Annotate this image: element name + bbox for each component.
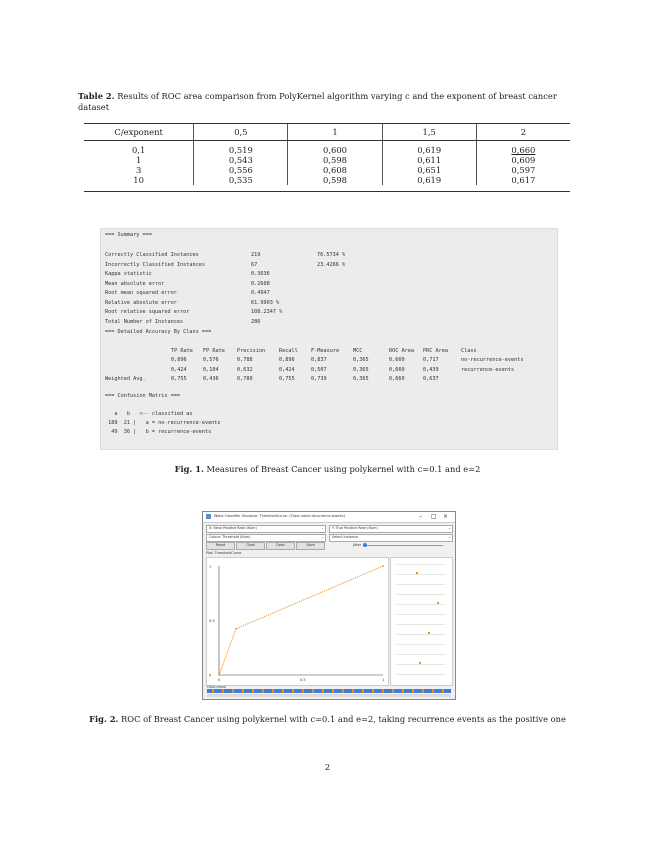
detail-column-header: Precision — [237, 348, 266, 354]
detail-cell: 0,104 — [203, 366, 219, 373]
table-cell: 0,611 — [382, 155, 476, 165]
summary-value: 286 — [251, 318, 261, 325]
detail-cell: 0,637 — [423, 376, 439, 382]
detail-cell: 0,507 — [311, 366, 327, 373]
confusion-line: a b <-- classified as — [105, 411, 193, 417]
table-header: 0,5 — [194, 124, 288, 141]
roc-point — [235, 628, 237, 630]
button-row — [206, 542, 324, 549]
table-cell: 10 — [133, 175, 144, 185]
table-cell: 0,597 — [476, 165, 570, 175]
y-tick-label: 0 — [209, 673, 212, 678]
legend-divider — [397, 654, 445, 655]
legend-divider — [397, 564, 445, 565]
x-tick-label: 0 — [218, 678, 221, 682]
summary-label: Mean absolute error — [105, 280, 165, 287]
window-titlebar — [203, 512, 455, 523]
summary-value: 0.3636 — [251, 271, 270, 277]
legend-divider — [397, 644, 445, 645]
detail-header: === Detailed Accuracy By Class === — [105, 329, 212, 335]
save-button[interactable]: Save — [296, 542, 325, 550]
colour-select-value: Colour: Threshold (Num) — [209, 535, 251, 539]
results-table — [84, 123, 570, 185]
detail-cell: 0,788 — [237, 357, 253, 363]
jitter-slider-handle[interactable] — [363, 543, 367, 547]
fig1-text: Measures of Breast Cancer using polykernel with c=0.1 and e=2 — [206, 464, 481, 474]
summary-label: Relative absolute error — [105, 299, 177, 306]
table-header-row — [84, 124, 570, 141]
y-tick-label: 1 — [209, 564, 212, 569]
table-header: 1 — [288, 124, 382, 141]
confusion-line: 49 36 | b = recurrence-events — [105, 429, 212, 435]
table-cell: 0,660 — [476, 141, 570, 156]
plot-area[interactable] — [206, 557, 389, 686]
detail-cell: 0,660 — [389, 357, 405, 363]
class-colour-label: Class colour — [207, 685, 227, 689]
detail-cell: 0,439 — [423, 366, 439, 373]
roc-point — [218, 674, 220, 676]
close-icon[interactable]: × — [443, 513, 449, 520]
legend-marker — [437, 602, 439, 604]
table-cell: 1 — [135, 155, 142, 165]
legend-divider — [397, 624, 445, 625]
maximize-icon[interactable]: □ — [431, 513, 437, 520]
detail-column-header: TP Rate — [171, 348, 193, 354]
legend-divider — [397, 664, 445, 665]
detail-cell: 0,365 — [353, 366, 369, 373]
table-header: C/exponent — [84, 124, 194, 141]
table-cell: 0,617 — [476, 175, 570, 185]
detail-cell: 0,755 — [171, 376, 187, 382]
summary-label: Root mean squared error — [105, 290, 177, 296]
table-row — [84, 155, 570, 165]
table-row — [84, 141, 570, 156]
summary-label: Kappa statistic — [105, 271, 152, 277]
detail-column-header: FP Rate — [203, 348, 225, 354]
window-title: Weka Classifier Visualize: ThresholdCurve. (Class value recurrence-events) — [214, 514, 345, 518]
legend-panel — [390, 557, 453, 686]
confusion-header: === Confusion Matrix === — [105, 393, 180, 399]
table-cell: 0,598 — [288, 175, 382, 185]
confusion-line: 189 21 | a = no-recurrence-events — [105, 420, 221, 426]
table-header: 1,5 — [382, 124, 476, 141]
summary-value: 108.2347 % — [251, 309, 283, 315]
detail-cell: 0,424 — [279, 366, 295, 373]
detail-cell: 0,365 — [353, 376, 369, 382]
x-tick-label: 1 — [382, 678, 385, 682]
chevron-down-icon: ⌄ — [321, 535, 324, 539]
table-cell: 3 — [135, 165, 142, 175]
table-cell: 0,519 — [194, 141, 288, 156]
legend-divider — [397, 634, 445, 635]
detail-cell: 0,660 — [389, 376, 405, 382]
x-axis-select-value: X: False Positive Rate (Num) — [209, 526, 257, 530]
detail-cell: Weighted Avg. — [105, 376, 146, 382]
summary-label: Total Number of Instances — [105, 318, 184, 325]
chevron-down-icon: ⌄ — [321, 526, 324, 530]
detail-cell: 0,755 — [279, 376, 295, 382]
detail-cell: 0,739 — [311, 376, 327, 382]
x-tick-label: 0.5 — [300, 678, 306, 682]
table-cell: 0,535 — [194, 175, 288, 185]
y-axis-select-value: Y: True Positive Rate (Num) — [332, 526, 378, 530]
x-axis-select[interactable] — [206, 525, 326, 533]
detail-column-header: PRC Area — [423, 348, 448, 354]
plot-label: Plot: ThresholdCurve — [206, 551, 242, 555]
detail-cell: 0,896 — [279, 357, 295, 363]
table-cell: 0,608 — [288, 165, 382, 175]
summary-value: 67 — [251, 261, 258, 268]
table-caption — [78, 91, 578, 113]
summary-header: === Summary === — [105, 232, 152, 238]
summary-value: 219 — [251, 252, 261, 258]
legend-marker — [428, 632, 430, 634]
table-cell: 0,543 — [194, 155, 288, 165]
table-cell: 0,600 — [288, 141, 382, 156]
summary-value: 61.9903 % — [251, 299, 280, 306]
class-colour-bar — [207, 689, 451, 693]
summary-percent: 23.4266 % — [317, 261, 346, 268]
legend-marker — [416, 572, 418, 574]
detail-cell: 0,837 — [311, 357, 327, 363]
legend-divider — [397, 604, 445, 605]
detail-cell: 0,717 — [423, 357, 439, 363]
legend-divider — [397, 674, 445, 675]
roc-window — [202, 511, 456, 700]
legend-divider — [397, 614, 445, 615]
table-caption-text: Results of ROC area comparison from PolyKernel algorithm varying c and the exponent of breast cancer dataset — [78, 91, 557, 112]
detail-column-header: ROC Area — [389, 348, 414, 354]
colour-select[interactable] — [206, 534, 326, 542]
detail-cell: 0,896 — [171, 357, 187, 363]
summary-label: Root relative squared error — [105, 309, 190, 315]
table-caption-label: Table 2. — [78, 91, 115, 101]
legend-marker — [419, 662, 421, 664]
chevron-down-icon: ⌄ — [448, 535, 451, 539]
fig2-label: Fig. 2. — [89, 714, 119, 724]
legend-divider — [397, 594, 445, 595]
roc-chart — [207, 558, 388, 685]
jitter-label: Jitter — [353, 543, 362, 547]
horizontal-scrollbar[interactable] — [207, 694, 451, 697]
detail-cell: recurrence-events — [461, 366, 515, 373]
fig1-caption — [0, 464, 655, 475]
roc-series-line — [219, 566, 383, 675]
fig2-text: ROC of Breast Cancer using polykernel with c=0.1 and e=2, taking recurrence events as the positive one — [121, 714, 566, 724]
roc-point — [382, 565, 384, 567]
detail-cell: no-recurrence-events — [461, 357, 524, 363]
select-instance-value: Select Instance — [332, 535, 358, 539]
summary-label: Incorrectly Classified Instances — [105, 261, 205, 268]
reset-button[interactable]: Reset — [206, 542, 235, 550]
fig2-caption — [0, 714, 655, 725]
chevron-down-icon: ⌄ — [448, 526, 451, 530]
open-button[interactable]: Open — [266, 542, 295, 550]
summary-label: Correctly Classified Instances — [105, 252, 199, 258]
app-icon — [206, 514, 211, 519]
minimize-icon[interactable]: – — [419, 513, 422, 520]
summary-value: 0.2608 — [251, 280, 270, 287]
detail-column-header: Class — [461, 348, 477, 354]
select-instance-dropdown[interactable] — [329, 534, 453, 542]
weka-output-panel — [100, 228, 558, 450]
table-cell: 0,598 — [288, 155, 382, 165]
legend-divider — [397, 574, 445, 575]
table-header: 2 — [476, 124, 570, 141]
detail-cell: 0,780 — [237, 376, 253, 382]
table-cell: 0,619 — [382, 141, 476, 156]
legend-divider — [397, 584, 445, 585]
table-row — [84, 175, 570, 185]
table-bottom-rule — [84, 191, 570, 192]
table-row — [84, 165, 570, 175]
table-cell: 0,556 — [194, 165, 288, 175]
detail-cell: 0,424 — [171, 366, 187, 373]
summary-percent: 76.5734 % — [317, 252, 346, 258]
table-cell: 0,609 — [476, 155, 570, 165]
summary-value: 0.4947 — [251, 290, 270, 296]
detail-cell: 0,660 — [389, 366, 405, 373]
detail-column-header: F-Measure — [311, 348, 340, 354]
detail-cell: 0,632 — [237, 366, 253, 373]
detail-cell: 0,576 — [203, 357, 219, 363]
table-cell: 0,1 — [131, 145, 146, 155]
jitter-slider-track[interactable] — [363, 545, 443, 546]
page-number: 2 — [324, 763, 331, 773]
detail-cell: 0,365 — [353, 357, 369, 363]
table-cell: 0,619 — [382, 175, 476, 185]
detail-column-header: MCC — [353, 348, 363, 354]
detail-column-header: Recall — [279, 348, 298, 354]
table-cell: 0,651 — [382, 165, 476, 175]
y-axis-select[interactable] — [329, 525, 453, 533]
y-tick-label: 0.5 — [209, 619, 215, 623]
detail-cell: 0,436 — [203, 376, 219, 382]
clear-button[interactable]: Clear — [236, 542, 265, 550]
fig1-label: Fig. 1. — [174, 464, 204, 474]
